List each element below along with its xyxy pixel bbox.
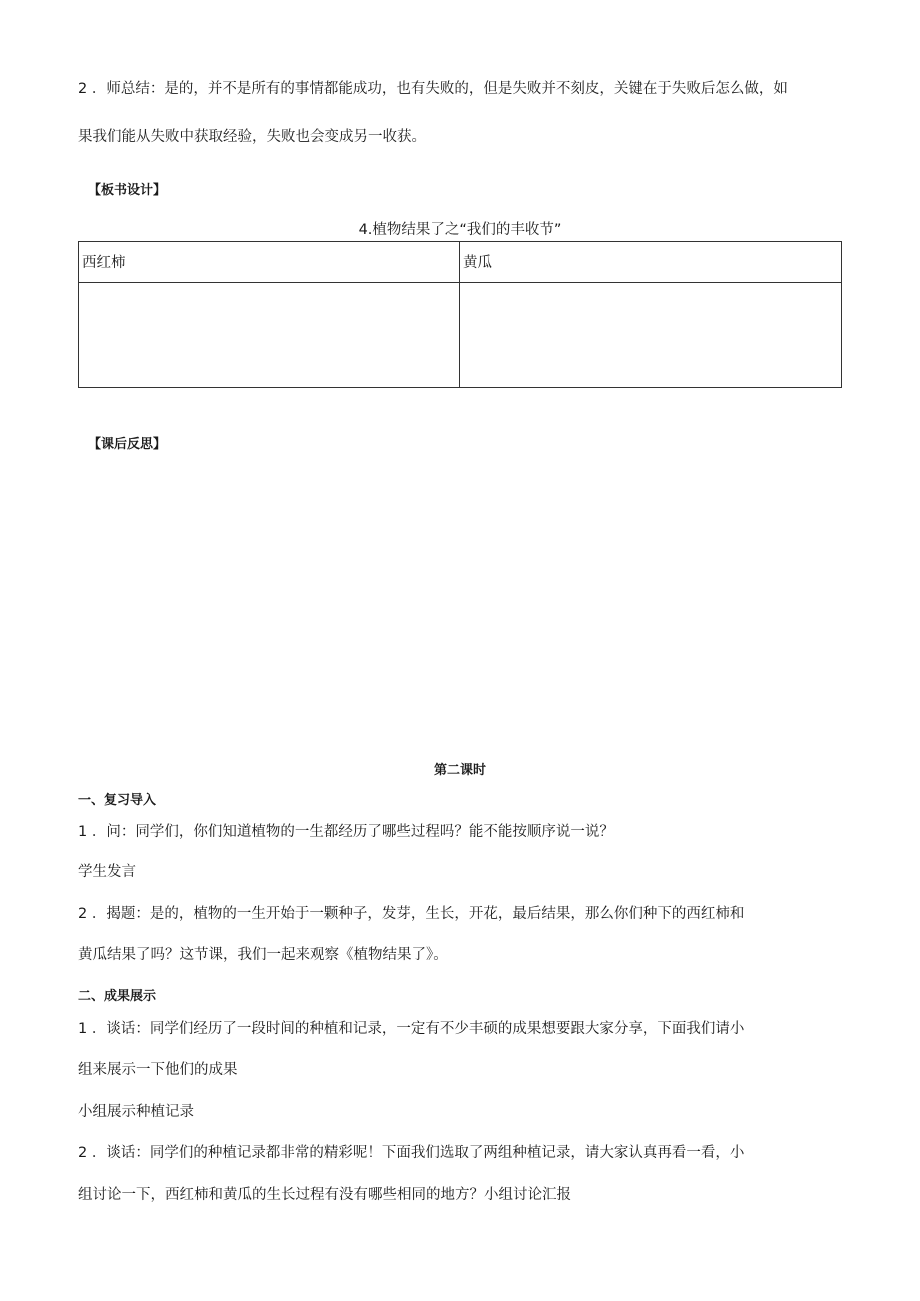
part2-item1-line2: 组来展示一下他们的成果 (78, 1062, 238, 1078)
summary-line-2: 果我们能从失败中获取经验，失败也会变成另一收获。 (78, 129, 426, 145)
part2-item2-line1: 2 ．谈话：同学们的种植记录都非常的精彩呢！下面我们选取了两组种植记录，请大家认真再看一看，小 (78, 1145, 745, 1161)
part1-item2-line1: 2 ．揭题：是的，植物的一生开始于一颗种子，发芽，生长，开花，最后结果，那么你们种下的西红柿和 (78, 906, 745, 922)
part1-item1: 1 ．问：同学们，你们知道植物的一生都经历了哪些过程吗？能不能按顺序说一说？ (78, 824, 614, 840)
board-cell-cucumber (460, 283, 842, 388)
board-table-title: 4.植物结果了之“我们的丰收节” (358, 222, 562, 238)
board-cell-tomato (79, 283, 460, 388)
part2-item2-line2: 组讨论一下，西红柿和黄瓜的生长过程有没有哪些相同的地方？小组讨论汇报 (78, 1187, 571, 1203)
part2-item1-line1: 1 ．谈话：同学们经历了一段时间的种植和记录，一定有不少丰硕的成果想要跟大家分享，下面我们请小 (78, 1021, 745, 1037)
board-table (78, 241, 842, 388)
board-design-heading: 【板书设计】 (88, 183, 167, 198)
part2-response: 小组展示种植记录 (78, 1104, 194, 1120)
part1-item2-line2: 黄瓜结果了吗？这节课，我们一起来观察《植物结果了》。 (78, 947, 448, 963)
part1-response: 学生发言 (78, 864, 136, 880)
summary-line-1: 2 ．师总结：是的，并不是所有的事情都能成功，也有失败的，但是失败并不刻皮，关键在于失败后怎么做，如 (78, 81, 788, 97)
part2-heading: 二、成果展示 (78, 989, 157, 1004)
reflection-heading: 【课后反思】 (88, 437, 167, 452)
lesson2-title: 第二课时 (433, 763, 486, 778)
board-col-tomato: 西红柿 (79, 242, 460, 283)
part1-heading: 一、复习导入 (78, 793, 157, 808)
board-col-cucumber: 黄瓜 (460, 242, 842, 283)
